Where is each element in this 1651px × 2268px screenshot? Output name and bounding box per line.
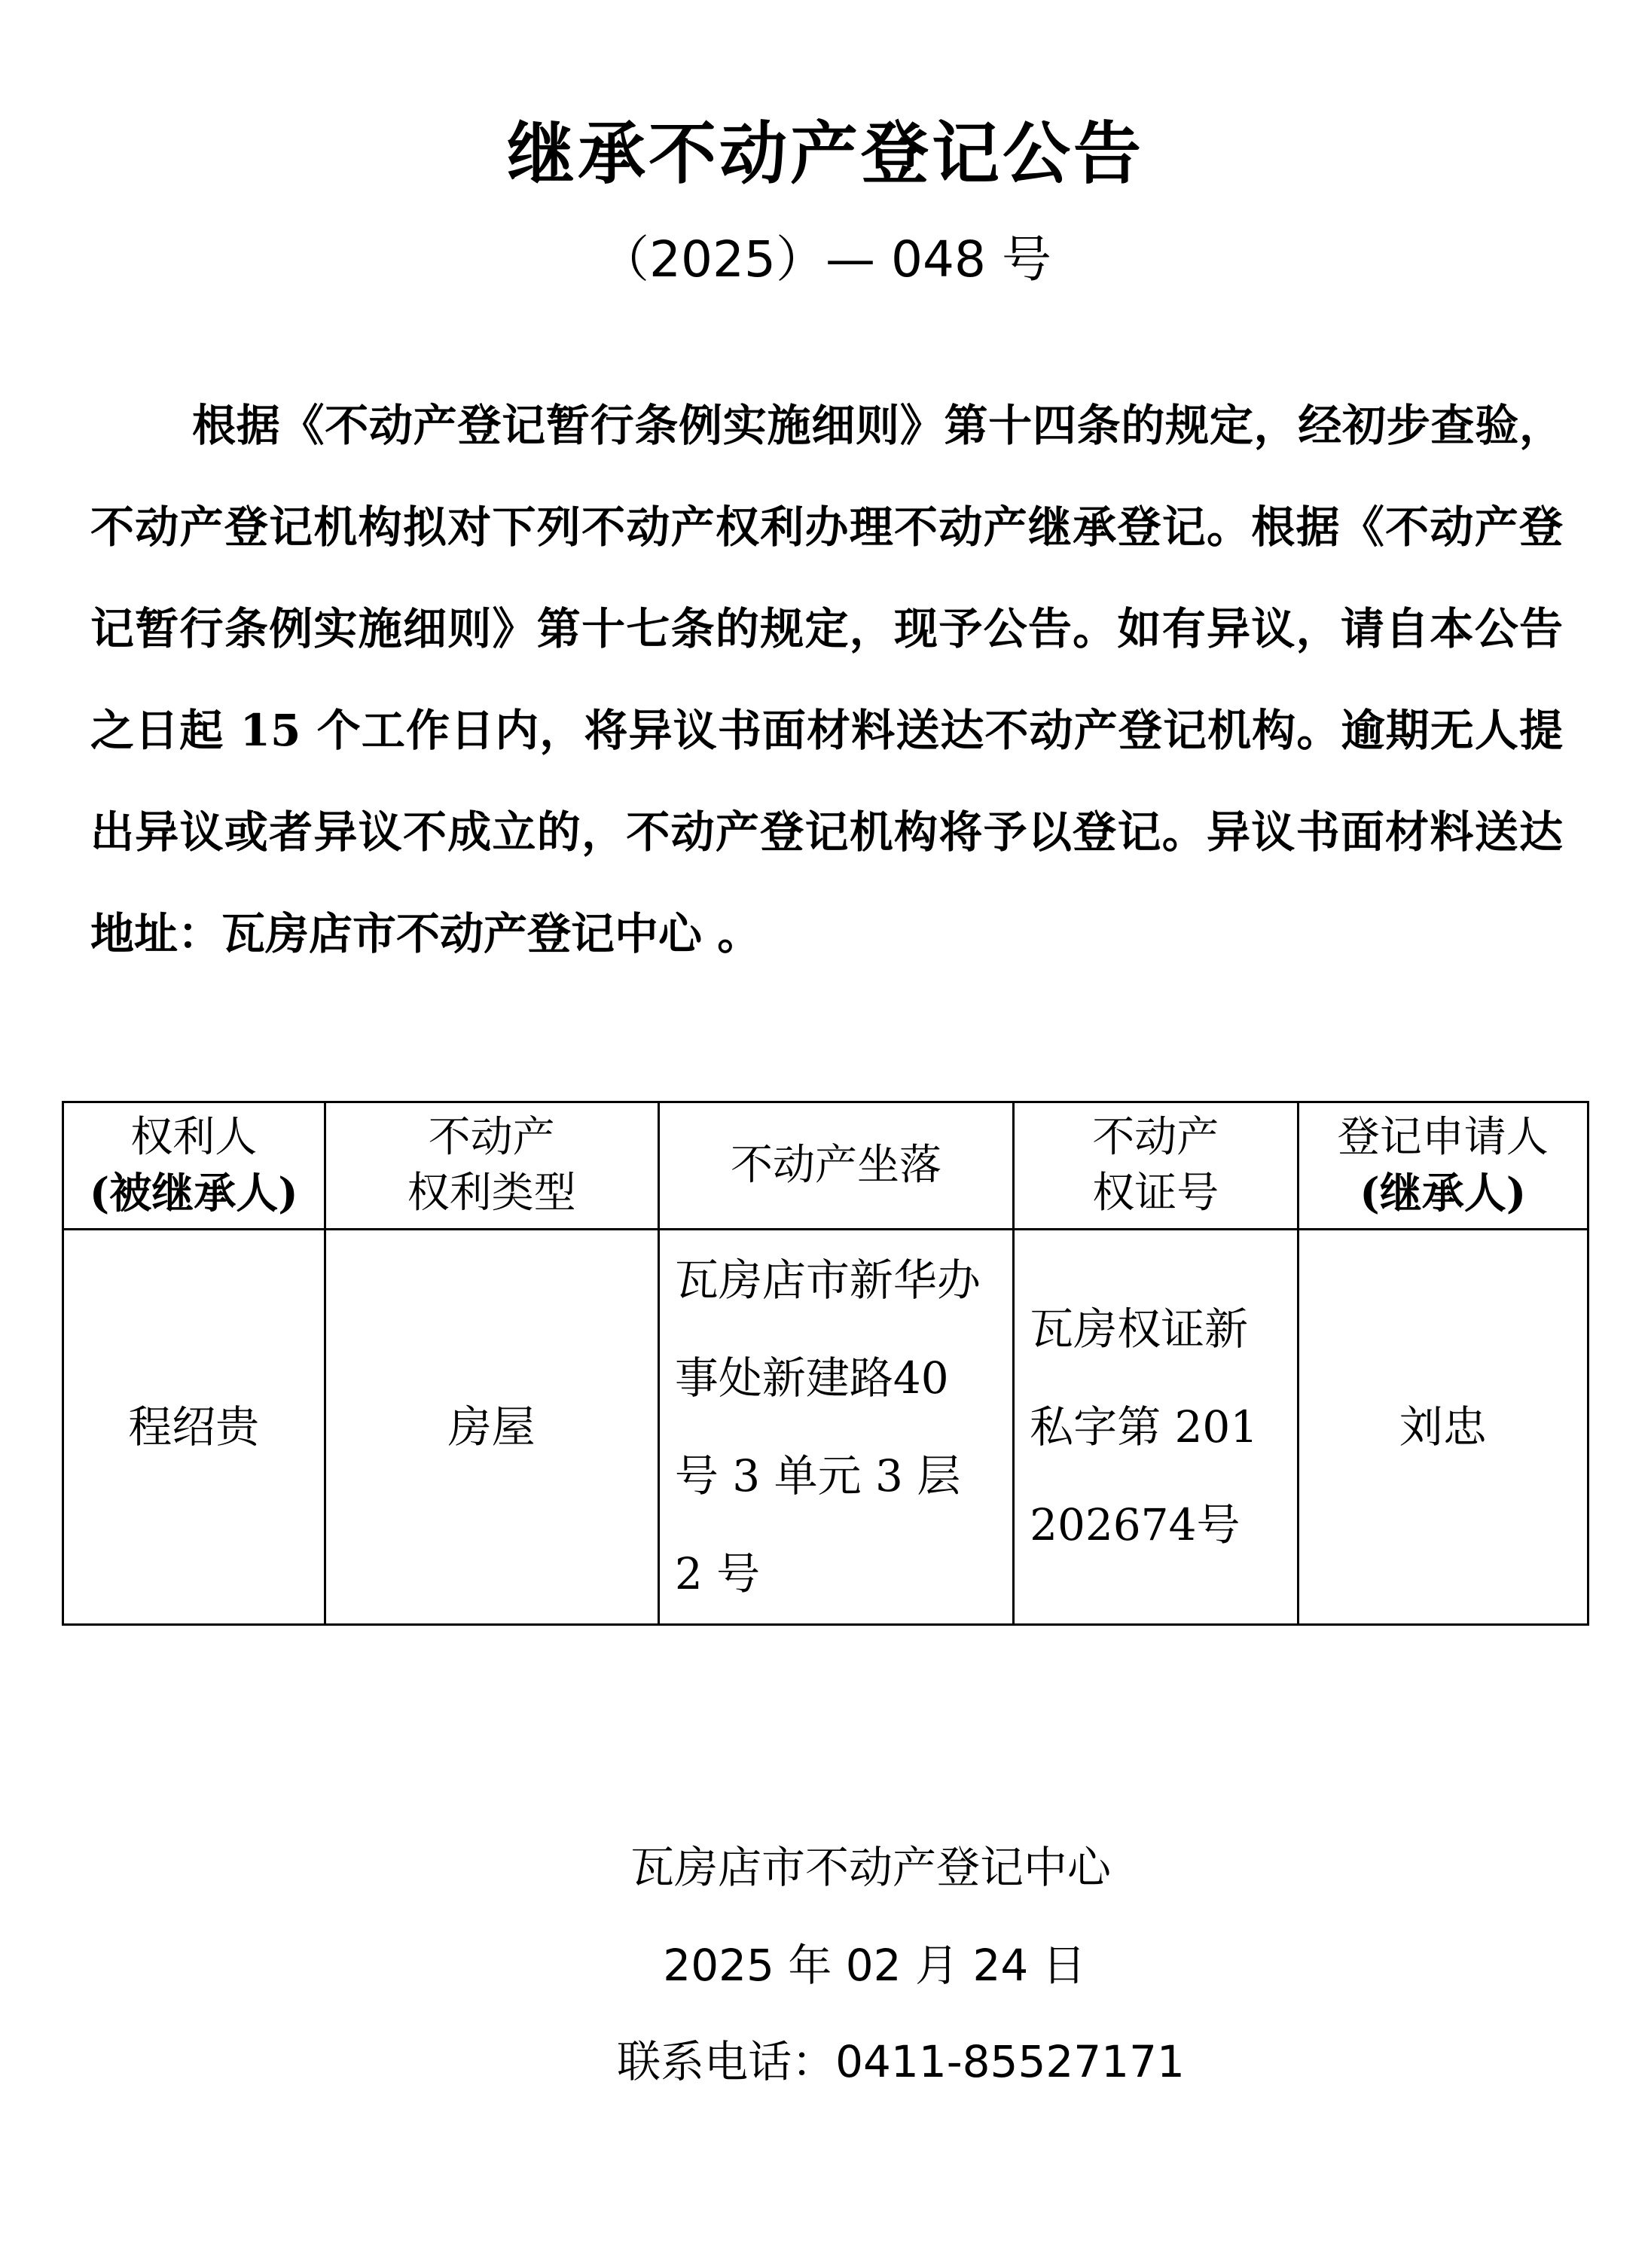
header-certificate — [1014, 1102, 1298, 1230]
header-line: 不动产 — [1092, 1113, 1219, 1162]
header-line: 不动产 — [428, 1113, 555, 1162]
header-line: 权证号 — [1092, 1169, 1219, 1218]
header-line: (继承人) — [1360, 1169, 1527, 1218]
table-header-row — [63, 1102, 1588, 1230]
table-row — [63, 1230, 1588, 1625]
property-table — [62, 1101, 1589, 1626]
header-right-type — [325, 1102, 658, 1230]
cell-right-holder: 程绍贵 — [63, 1230, 325, 1625]
contact-phone: 联系电话：0411-85527171 — [617, 2036, 1185, 2087]
header-location — [658, 1102, 1013, 1230]
cell-right-type: 房屋 — [325, 1230, 658, 1625]
header-line: 权利人 — [130, 1113, 258, 1162]
header-line: (被继承人) — [89, 1169, 298, 1218]
document-number: （2025）— 048 号 — [600, 230, 1051, 288]
notice-body: 根据《不动产登记暂行条例实施细则》第十四条的规定，经初步查验，不动产登记机构拟对下列不动产权利办理不动产继承登记。根据《不动产登记暂行条例实施细则》第十七条的规定，现予公告。如有异议，请自本公告之日起 15 个工作日内，将异议书面材料送达不动产登记机构。逾期无人提出异议或者异议不成立的，不动产登记机构将予以登记。异议书面材料送达地址：瓦房店市不动产登记中心 。 — [90, 400, 1563, 959]
issuing-organization: 瓦房店市不动产登记中心 — [630, 1842, 1111, 1893]
issue-date: 2025 年 02 月 24 日 — [663, 1940, 1086, 1991]
notice-title: 继承不动产登记公告 — [507, 114, 1144, 194]
cell-location: 瓦房店市新华办事处新建路40 号 3 单元 3 层 2 号 — [658, 1230, 1013, 1625]
header-line: 不动产坐落 — [730, 1141, 941, 1190]
cell-certificate-no: 瓦房权证新私字第 201202674号 — [1014, 1230, 1298, 1625]
header-line: 登记申请人 — [1337, 1113, 1549, 1162]
header-line: 权利类型 — [407, 1169, 576, 1218]
cell-applicant: 刘忠 — [1298, 1230, 1588, 1625]
header-right-holder — [63, 1102, 325, 1230]
header-applicant — [1298, 1102, 1588, 1230]
